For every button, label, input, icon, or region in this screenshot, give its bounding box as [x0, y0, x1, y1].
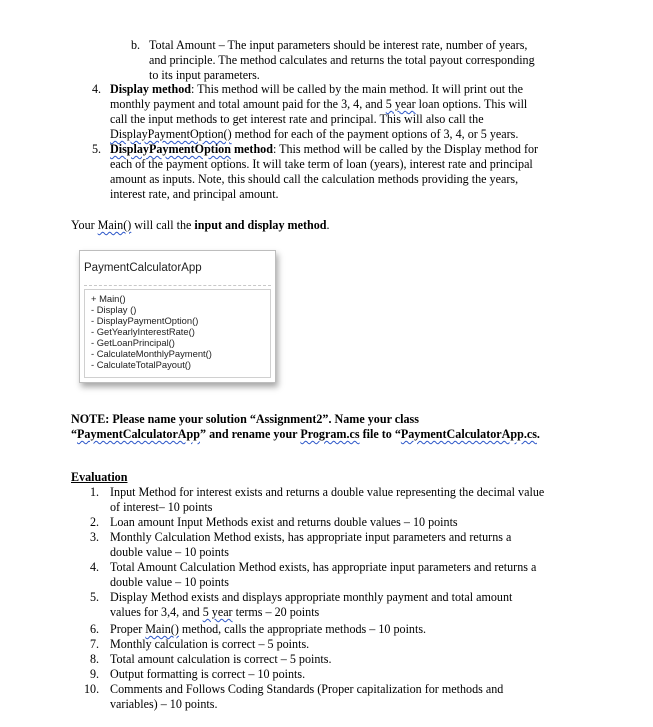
item-4-line-1-text: : This method will be called by the main method. It will print out the — [190, 82, 523, 96]
eval-item-10-number: 10. — [84, 682, 100, 696]
item-4-line-4 — [110, 127, 518, 142]
uml-method: - GetLoanPrincipal() — [91, 337, 175, 348]
item-4-line-2-end: loan options. This will — [415, 97, 528, 111]
note-class-name: PaymentCalculatorApp — [77, 427, 200, 441]
uml-class-diagram — [79, 250, 276, 383]
eval-item-5-line-2-spell: 5 year — [202, 605, 233, 619]
item-4-line-3: call the input methods to get interest rate and principal. This will also call the — [110, 112, 484, 126]
eval-item-1-line-2: of interest– 10 points — [110, 500, 213, 514]
main-call-pre: Your — [71, 218, 98, 232]
eval-item-6-pre: Proper — [110, 622, 146, 636]
item-4-line-2 — [110, 97, 527, 112]
note-line-2 — [71, 427, 540, 442]
note-program-file: Program.cs — [300, 427, 360, 441]
eval-item-6-line-1 — [110, 622, 426, 637]
note-text-b: ” and rename your — [200, 427, 301, 441]
item-4-line-1 — [110, 82, 523, 97]
item-5-bold-spell: DisplayPaymentOption — [110, 142, 231, 156]
eval-item-8-number: 8. — [90, 652, 100, 666]
uml-divider — [84, 285, 271, 286]
eval-item-8-line-1: Total amount calculation is correct – 5 points. — [110, 652, 332, 666]
eval-item-2-line-1: Loan amount Input Methods exist and returns double values – 10 points — [110, 515, 458, 529]
item-5-line-1-text: : This method will be called by the Display method for — [272, 142, 539, 156]
eval-item-2-number: 2. — [90, 515, 100, 529]
eval-item-6-spell: Main() — [145, 622, 179, 636]
item-5-number: 5. — [92, 142, 102, 156]
item-5-line-4: interest rate, and principal amount. — [110, 187, 279, 201]
eval-item-7-line-1: Monthly calculation is correct – 5 points. — [110, 637, 310, 651]
eval-item-5-line-2-pre: values for 3,4, and — [110, 605, 203, 619]
eval-item-1-line-1: Input Method for interest exists and returns a double value representing the decimal value — [110, 485, 545, 499]
eval-item-4-number: 4. — [90, 560, 100, 574]
eval-item-5-line-2-post: terms – 20 points — [232, 605, 320, 619]
item-b-line-1: Total Amount – The input parameters should be interest rate, number of years, — [149, 38, 528, 52]
uml-method-list — [84, 289, 271, 378]
item-4-line-4-end: method for each of the payment options of 3, 4, or 5 years. — [231, 127, 519, 141]
item-5-line-2: each of the payment options. It will take term of loan (years), interest rate and principal — [110, 157, 533, 171]
eval-item-5-line-2 — [110, 605, 319, 620]
eval-item-10-line-2: variables) – 10 points. — [110, 697, 218, 711]
note-text-d: . — [536, 427, 540, 441]
eval-item-1-number: 1. — [90, 485, 100, 499]
item-5-bold-end: method — [230, 142, 273, 156]
item-b-line-2: and principle. The method calculates and returns the total payout corresponding — [149, 53, 535, 67]
uml-method: + Main() — [91, 293, 126, 304]
uml-method: - CalculateTotalPayout() — [91, 359, 192, 370]
item-4-number: 4. — [92, 82, 102, 96]
note-text-c: file to “ — [359, 427, 401, 441]
main-call-sentence — [71, 218, 330, 233]
uml-method: - CalculateMonthlyPayment() — [91, 348, 212, 359]
item-5-line-1 — [110, 142, 538, 157]
note-new-file: PaymentCalculatorApp.cs — [400, 427, 537, 441]
note-quote-open: “ — [71, 427, 78, 441]
uml-method: - Display () — [91, 304, 137, 315]
eval-item-3-line-1: Monthly Calculation Method exists, has appropriate input parameters and returns a — [110, 530, 512, 544]
eval-item-9-line-1: Output formatting is correct – 10 points. — [110, 667, 306, 681]
eval-item-6-number: 6. — [90, 622, 100, 636]
eval-item-5-line-1: Display Method exists and displays appropriate monthly payment and total amount — [110, 590, 513, 604]
item-b-line-3: to its input parameters. — [149, 68, 260, 82]
uml-method: - GetYearlyInterestRate() — [91, 326, 195, 337]
evaluation-heading: Evaluation — [71, 470, 128, 484]
eval-item-5-number: 5. — [90, 590, 100, 604]
main-call-mid: will call the — [131, 218, 195, 232]
item-4-bold: Display method — [110, 82, 191, 96]
uml-class-title: PaymentCalculatorApp — [84, 262, 202, 274]
eval-item-3-number: 3. — [90, 530, 100, 544]
main-call-spell: Main() — [97, 218, 132, 232]
eval-item-6-post: method, calls the appropriate methods – 10 points. — [178, 622, 427, 636]
uml-method: - DisplayPaymentOption() — [91, 315, 199, 326]
item-4-line-2-text: monthly payment and total amount paid for the 3, 4, and — [110, 97, 386, 111]
item-4-line-2-spell: 5 year — [385, 97, 416, 111]
eval-item-10-line-1: Comments and Follows Coding Standards (Proper capitalization for methods and — [110, 682, 504, 696]
item-b-label: b. — [131, 38, 141, 52]
eval-item-7-number: 7. — [90, 637, 100, 651]
eval-item-3-line-2: double value – 10 points — [110, 545, 229, 559]
item-4-line-4-spell: DisplayPaymentOption() — [110, 127, 232, 141]
main-call-end: . — [326, 218, 330, 232]
item-5-line-3: amount as inputs. Note, this should call the calculation methods providing the years, — [110, 172, 519, 186]
note-line-1: NOTE: Please name your solution “Assignment2”. Name your class — [71, 412, 419, 426]
eval-item-4-line-1: Total Amount Calculation Method exists, has appropriate input parameters and returns a — [110, 560, 537, 574]
main-call-bold: input and display method — [194, 218, 327, 232]
eval-item-4-line-2: double value – 10 points — [110, 575, 229, 589]
eval-item-9-number: 9. — [90, 667, 100, 681]
